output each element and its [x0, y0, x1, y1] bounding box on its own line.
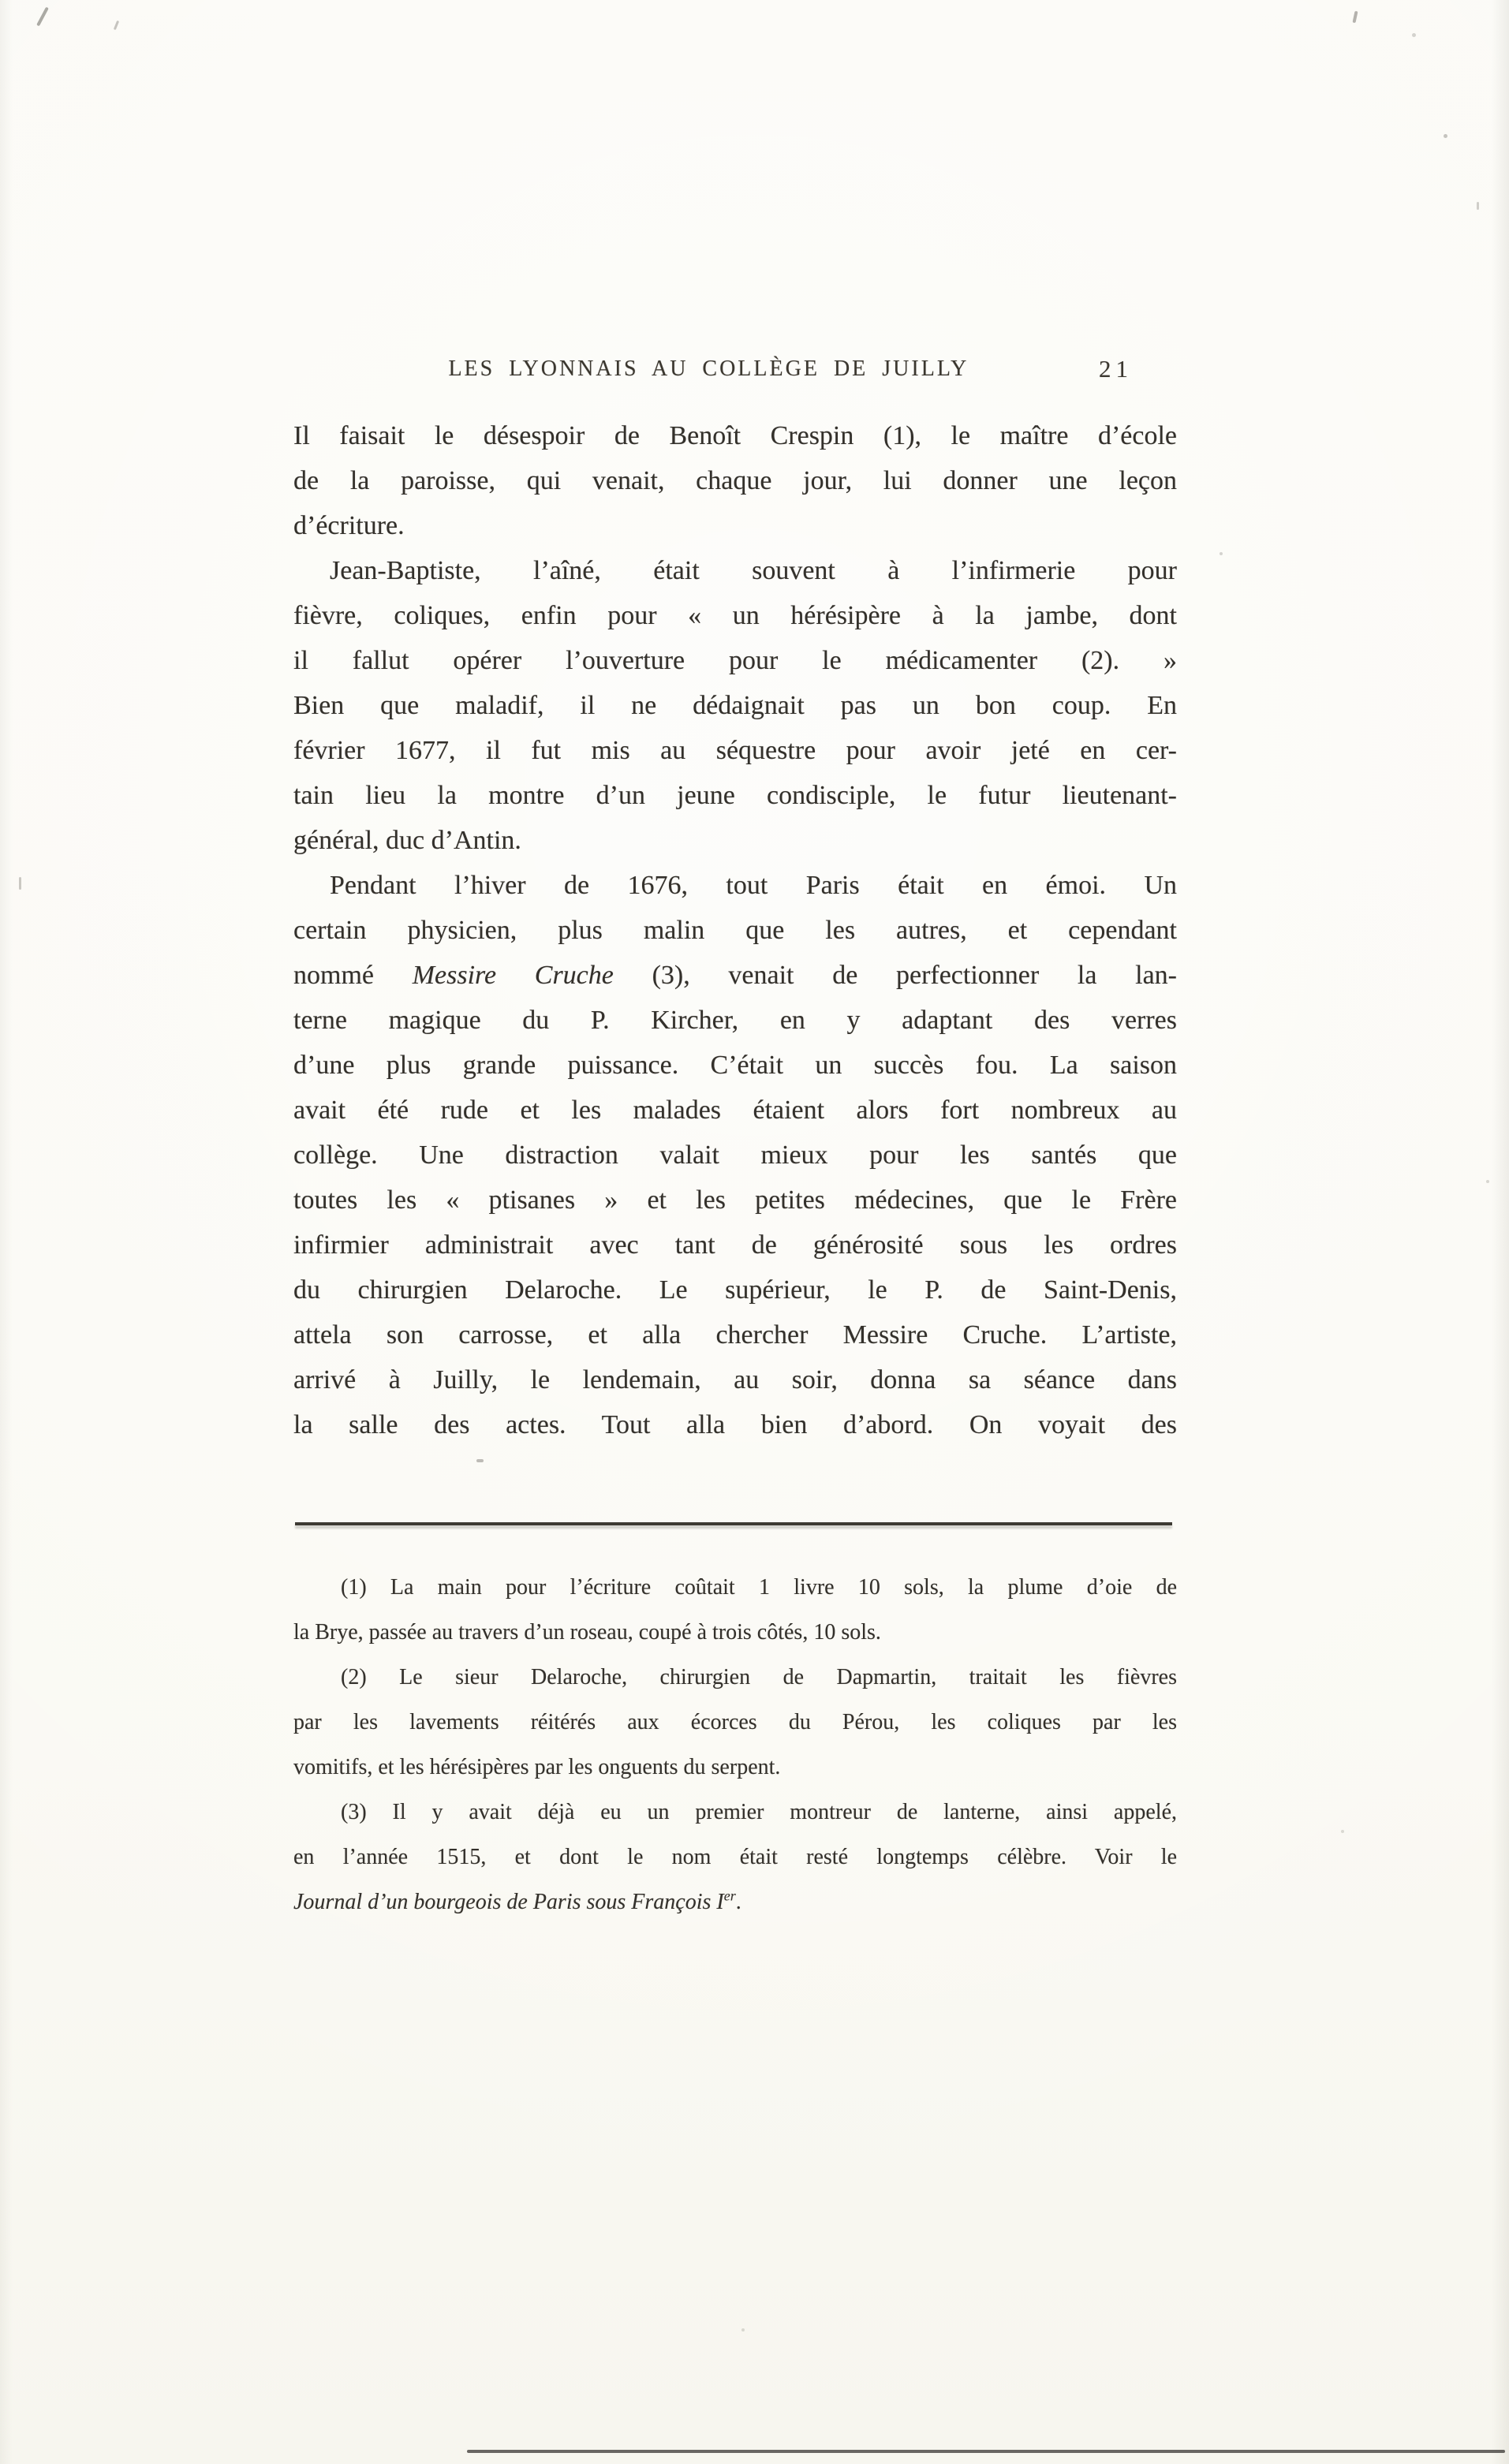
scan-speck — [114, 21, 119, 30]
running-header — [293, 357, 1177, 393]
text-line: la salle des actes. Tout alla bien d’abord. On voyait des — [293, 1410, 1177, 1439]
italic-name: Messire Cruche — [412, 961, 614, 990]
scan-speck — [1412, 33, 1416, 37]
text-line: Pendant l’hiver de 1676, tout Paris était en émoi. Un — [330, 871, 1177, 900]
text-line: février 1677, il fut mis au séquestre pour avoir jeté en cer- — [293, 736, 1177, 765]
scan-speck — [1477, 202, 1479, 210]
footnote-line: vomitifs, et les hérésipères par les onguents du serpent. — [293, 1755, 781, 1779]
scan-speck — [741, 2328, 745, 2331]
text-line: tain lieu la montre d’un jeune condisciple, le futur lieutenant- — [293, 781, 1177, 810]
text-line — [293, 953, 1177, 998]
scan-speck — [476, 1459, 484, 1462]
footnote-line: (2) Le sieur Delaroche, chirurgien de Dapmartin, traitait les fièvres — [341, 1665, 1177, 1689]
text-line: général, duc d’Antin. — [293, 826, 521, 855]
text-line: d’écriture. — [293, 511, 405, 540]
text-line: il fallut opérer l’ouverture pour le médicamenter (2). » — [293, 646, 1177, 675]
scan-speck — [1341, 1830, 1344, 1833]
text-line: Il faisait le désespoir de Benoît Crespin (1), le maître d’école — [293, 421, 1177, 450]
footnote-line — [293, 1880, 1177, 1925]
italic-journal-title: Journal d’un bourgeois de Paris sous François I — [293, 1890, 724, 1914]
text-line: terne magique du P. Kircher, en y adaptant des verres — [293, 1006, 1177, 1035]
footnote-line: (1) La main pour l’écriture coûtait 1 livre 10 sols, la plume d’oie de — [341, 1575, 1177, 1600]
text-line: attela son carrosse, et alla chercher Messire Cruche. L’artiste, — [293, 1320, 1177, 1350]
scan-speck — [1486, 1180, 1489, 1183]
scan-speck — [1352, 11, 1358, 24]
scan-speck — [19, 877, 21, 890]
scan-speck — [36, 7, 49, 27]
text-line: Jean-Baptiste, l’aîné, était souvent à l’infirmerie pour — [330, 556, 1177, 585]
text-line: certain physicien, plus malin que les autres, et cependant — [293, 916, 1177, 945]
footnote-line: par les lavements réitérés aux écorces du Pérou, les coliques par les — [293, 1710, 1177, 1734]
body-text — [293, 413, 1177, 1447]
text-line: arrivé à Juilly, le lendemain, au soir, donna sa séance dans — [293, 1365, 1177, 1394]
text-line: d’une plus grande puissance. C’était un succès fou. La saison — [293, 1051, 1177, 1080]
text-segment: nommé — [293, 961, 413, 990]
footnotes — [293, 1565, 1177, 1925]
text-line: Bien que maladif, il ne dédaignait pas un bon coup. En — [293, 691, 1177, 720]
footnote-separator-rule — [295, 1522, 1172, 1525]
footnote-line: en l’année 1515, et dont le nom était resté longtemps célèbre. Voir le — [293, 1845, 1177, 1869]
right-page-edge-shade — [1492, 0, 1509, 2464]
left-page-edge-shade — [0, 0, 13, 2464]
text-line: du chirurgien Delaroche. Le supérieur, le P. de Saint-Denis, — [293, 1275, 1177, 1305]
text-segment: (3), venait de perfectionner la lan- — [613, 961, 1177, 990]
text-line: avait été rude et les malades étaient alors fort nombreux au — [293, 1096, 1177, 1125]
text-line: fièvre, coliques, enfin pour « un hérésipère à la jambe, dont — [293, 601, 1177, 630]
text-column — [293, 0, 1177, 2464]
superscript-ordinal: er — [723, 1887, 736, 1904]
page-edge-shadow — [467, 2450, 1505, 2453]
footnote-line: (3) Il y avait déjà eu un premier montreur de lanterne, ainsi appelé, — [341, 1800, 1177, 1824]
text-line: de la paroisse, qui venait, chaque jour, lui donner une leçon — [293, 466, 1177, 495]
text-segment: . — [735, 1890, 741, 1914]
scan-speck — [1444, 134, 1447, 138]
scan-speck — [1220, 552, 1223, 555]
text-line: collège. Une distraction valait mieux pour les santés que — [293, 1141, 1177, 1170]
text-line: infirmier administrait avec tant de générosité sous les ordres — [293, 1230, 1177, 1260]
running-header-title: LES LYONNAIS AU COLLÈGE DE JUILLY — [448, 357, 969, 381]
page-number: 21 — [1099, 355, 1133, 383]
footnote-line: la Brye, passée au travers d’un roseau, coupé à trois côtés, 10 sols. — [293, 1620, 881, 1645]
text-line: toutes les « ptisanes » et les petites médecines, que le Frère — [293, 1185, 1177, 1215]
